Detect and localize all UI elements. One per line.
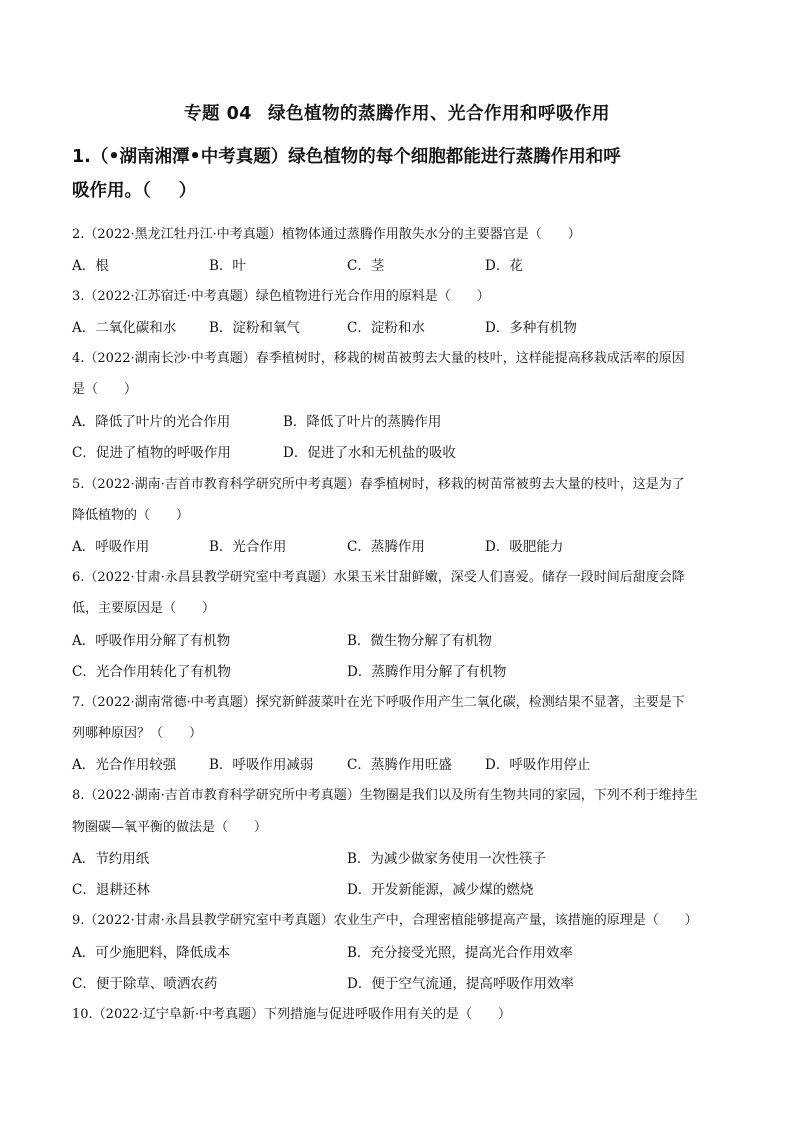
question-8-option-b: B．为减少做家务使用一次性筷子 bbox=[347, 851, 546, 867]
question-2-option-a: A．根 bbox=[72, 258, 109, 274]
question-6-option-c: C．光合作用转化了有机物 bbox=[72, 664, 231, 680]
question-7-stem-line-1: 7.（2022·湖南常德·中考真题）探究新鲜菠菜叶在光下呼吸作用产生二氧化碳，检测结果不显著，主要是下 bbox=[72, 695, 685, 710]
question-5-option-d: D．吸肥能力 bbox=[485, 539, 564, 555]
question-4-stem-line-2: 是（ ） bbox=[72, 382, 138, 397]
title-number: 专题 04 bbox=[184, 104, 252, 124]
question-7-option-d: D．呼吸作用停止 bbox=[485, 757, 591, 773]
question-3-option-d: D．多种有机物 bbox=[485, 320, 577, 336]
question-7-option-a: A．光合作用较强 bbox=[72, 757, 177, 773]
question-1-line-2 bbox=[72, 174, 732, 208]
question-3-option-b: B．淀粉和氧气 bbox=[209, 320, 300, 336]
question-8-stem-line-1: 8.（2022·湖南·吉首市教育科学研究所中考真题）生物圈是我们以及所有生物共同的家园，下列不利于维持生 bbox=[72, 788, 698, 803]
question-2-option-d: D．花 bbox=[485, 258, 523, 274]
question-3-option-a: A．二氧化碳和水 bbox=[72, 320, 177, 336]
question-2-option-c: C．茎 bbox=[347, 258, 385, 274]
title-text: 绿色植物的蒸腾作用、光合作用和呼吸作用 bbox=[267, 104, 610, 124]
question-8-option-a: A．节约用纸 bbox=[72, 851, 150, 867]
question-6-stem-line-1: 6.（2022·甘肃·永昌县教学研究室中考真题）水果玉米甘甜鲜嫩，深受人们喜爱。储存一段时间后甜度会降 bbox=[72, 570, 685, 585]
question-7-option-c: C．蒸腾作用旺盛 bbox=[347, 757, 452, 773]
question-5-option-c: C．蒸腾作用 bbox=[347, 539, 425, 555]
question-8-stem-line-2: 物圈碳—氧平衡的做法是（ ） bbox=[72, 820, 268, 835]
question-9-option-c: C．便于除草、喷洒农药 bbox=[72, 976, 218, 992]
question-2-stem: 2.（2022·黑龙江牡丹江·中考真题）植物体通过蒸腾作用散失水分的主要器官是（ ） bbox=[72, 227, 581, 242]
question-6-option-a: A．呼吸作用分解了有机物 bbox=[72, 633, 231, 649]
question-10-stem: 10.（2022·辽宁阜新·中考真题）下列措施与促进呼吸作用有关的是（ ） bbox=[72, 1007, 512, 1022]
question-6-option-b: B．微生物分解了有机物 bbox=[347, 633, 492, 649]
question-8-option-c: C．退耕还林 bbox=[72, 882, 150, 898]
question-4-option-d: D．促进了水和无机盐的吸收 bbox=[283, 445, 456, 461]
question-4-option-b: B．降低了叶片的蒸腾作用 bbox=[283, 414, 442, 430]
question-4-stem-line-1: 4.（2022·湖南长沙·中考真题）春季植树时，移栽的树苗被剪去大量的枝叶，这样能提高移栽成活率的原因 bbox=[72, 351, 685, 366]
question-9-option-a: A．可少施肥料，降低成本 bbox=[72, 945, 231, 961]
question-5-option-a: A．呼吸作用 bbox=[72, 539, 150, 555]
question-1-line-1: 1.（•湖南湘潭•中考真题）绿色植物的每个细胞都能进行蒸腾作用和呼 bbox=[72, 147, 621, 167]
question-1-line-2-text: 吸作用。（ bbox=[72, 181, 151, 201]
page-title bbox=[0, 100, 794, 125]
question-6-option-d: D．蒸腾作用分解了有机物 bbox=[347, 664, 507, 680]
question-5-stem-line-2: 降低植物的（ ） bbox=[72, 508, 190, 523]
question-4-option-a: A．降低了叶片的光合作用 bbox=[72, 414, 231, 430]
question-8-option-d: D．开发新能源，减少煤的燃烧 bbox=[347, 882, 534, 898]
question-3-stem: 3.（2022·江苏宿迁·中考真题）绿色植物进行光合作用的原料是（ ） bbox=[72, 289, 490, 304]
question-9-stem: 9.（2022·甘肃·永昌县教学研究室中考真题）农业生产中，合理密植能够提高产量，该措施的原理是（ ） bbox=[72, 913, 698, 928]
question-3-option-c: C．淀粉和水 bbox=[347, 320, 425, 336]
question-2-option-b: B．叶 bbox=[209, 258, 246, 274]
question-9-option-d: D．便于空气流通，提高呼吸作用效率 bbox=[347, 976, 574, 992]
question-6-stem-line-2: 低，主要原因是（ ） bbox=[72, 601, 216, 616]
question-1 bbox=[72, 140, 732, 208]
question-1-bracket-close: ） bbox=[178, 181, 197, 201]
question-5-option-b: B．光合作用 bbox=[209, 539, 287, 555]
question-7-option-b: B．呼吸作用减弱 bbox=[209, 757, 314, 773]
question-9-option-b: B．充分接受光照，提高光合作用效率 bbox=[347, 945, 573, 961]
question-4-option-c: C．促进了植物的呼吸作用 bbox=[72, 445, 231, 461]
question-5-stem-line-1: 5.（2022·湖南·吉首市教育科学研究所中考真题）春季植树时，移栽的树苗常被剪去大量的枝叶，这是为了 bbox=[72, 477, 685, 492]
question-7-stem-line-2: 列哪种原因？（ ） bbox=[72, 726, 203, 741]
